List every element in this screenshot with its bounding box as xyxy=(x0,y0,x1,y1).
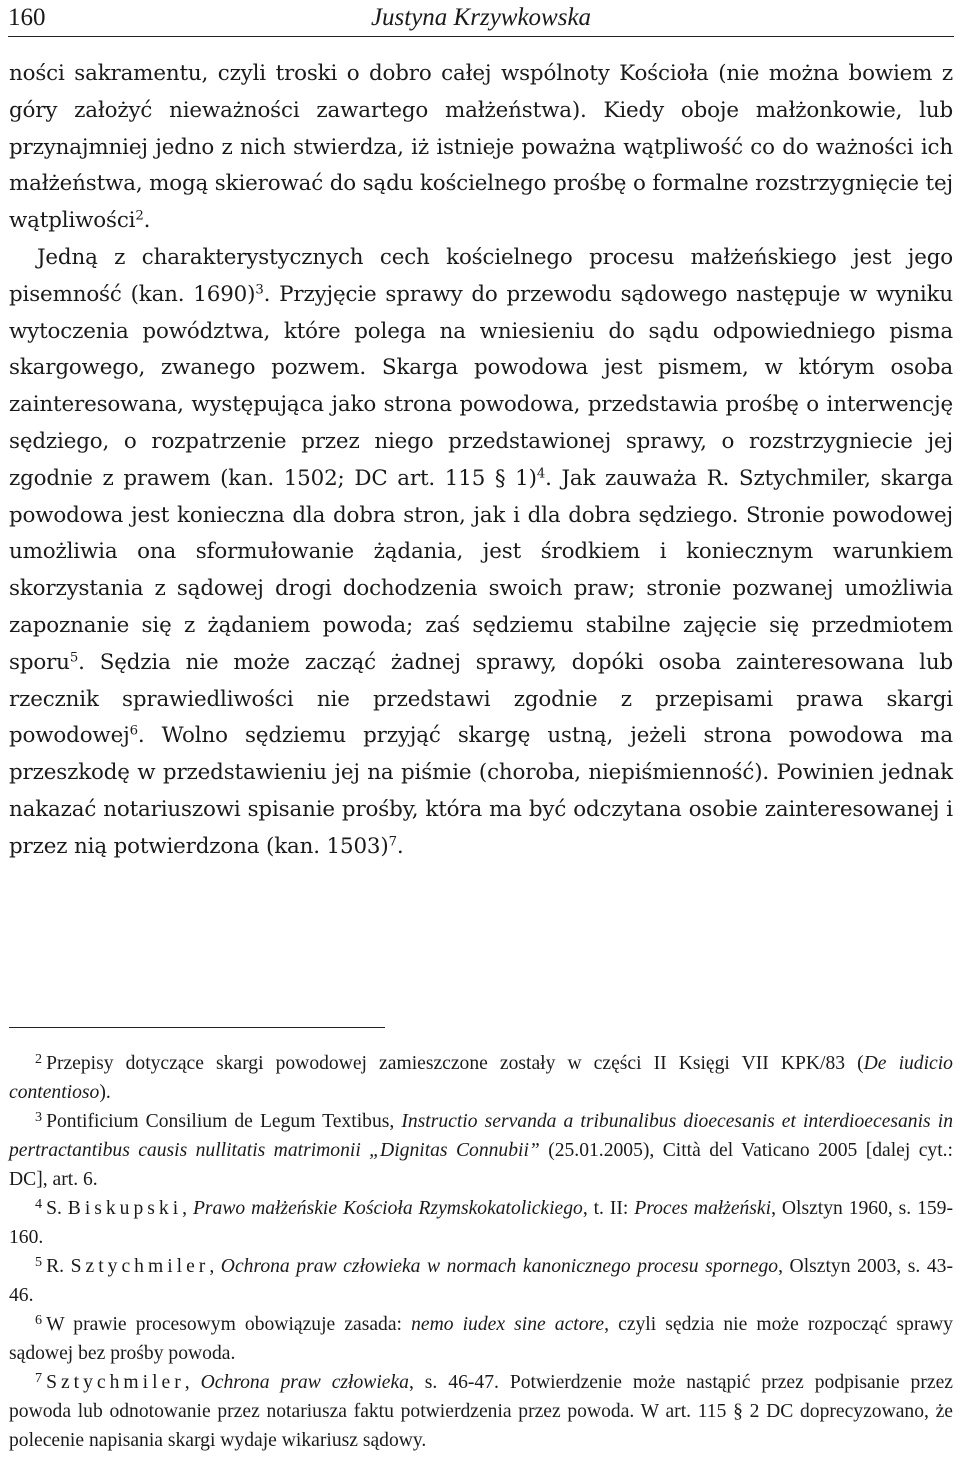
footnote-ref-6[interactable]: 6 xyxy=(129,724,138,740)
footnote-text: R. xyxy=(46,1256,71,1277)
text-run: . Sędzia nie może zacząć żadnej sprawy, dopóki osoba zainteresowana lub rzecznik sprawiedliwości nie przedstawi zgodnie z przepisami prawa skargi powodowej xyxy=(9,649,953,749)
footnote-number: 4 xyxy=(35,1195,43,1212)
footnote-2 xyxy=(9,1049,953,1107)
main-text xyxy=(9,56,953,866)
footnote-author: Biskupski xyxy=(67,1198,183,1219)
footnote-text: , xyxy=(209,1256,221,1277)
footnote-5 xyxy=(9,1252,953,1310)
footnote-text: , Olsztyn 2003, s. 43-46. xyxy=(9,1256,953,1306)
text-run: . xyxy=(396,833,404,859)
footnote-author: Sztychmiler xyxy=(70,1256,210,1277)
footnote-ref-7[interactable]: 7 xyxy=(388,834,397,850)
footnote-number: 3 xyxy=(35,1108,43,1125)
footnote-number: 2 xyxy=(35,1050,43,1067)
footnote-3 xyxy=(9,1107,953,1194)
footnote-author: Sztychmiler xyxy=(46,1372,185,1393)
paragraph-2 xyxy=(9,240,953,866)
footnote-ref-3[interactable]: 3 xyxy=(255,282,264,298)
paragraph-1 xyxy=(9,56,953,240)
footnote-title: Ochrona praw człowieka w normach kanonicznego procesu spornego xyxy=(220,1256,779,1277)
footnote-number: 5 xyxy=(35,1253,43,1270)
footnote-text: , czyli sędzia nie może rozpocząć sprawy sądowej bez prośby powoda. xyxy=(9,1314,953,1364)
footnote-text: ). xyxy=(99,1082,111,1103)
text-run: ności sakramentu, czyli troski o dobro całej wspólnoty Kościoła (nie można bowiem z góry założyć nieważności zawartego małżeństwa). Kiedy oboje małżonkowie, lub przynajmniej jedno z nich stwierdza, iż istnieje poważna wątpliwość co do ważności ich małżeństwa, mogą skierować do sądu kościelnego prośbę o formalne rozstrzygnięcie tej wątpliwości xyxy=(9,61,953,234)
footnote-7 xyxy=(9,1368,953,1455)
footnote-6 xyxy=(9,1310,953,1368)
footnote-title: Instructio servanda a tribunalibus dioecesanis et interdioecesanis in pertractantibus causis nullitatis matrimonii „Dignitas Connubii” xyxy=(9,1111,953,1161)
footnote-text: S. xyxy=(46,1198,68,1219)
footnote-text: W prawie procesowym obowiązuje zasada: xyxy=(46,1314,412,1335)
footnote-text: , s. 46-47. Potwierdzenie może nastąpić przez podpisanie przez powoda lub odnotowanie przez notariusza faktu potwierdzenia przez powoda. W art. 115 § 2 DC doprecyzowano, że polecenie napisania skargi wydaje wikariusz sądowy. xyxy=(9,1372,953,1451)
text-run: . Jak zauważa R. Sztychmiler, skarga powodowa jest konieczna dla dobra stron, jak i dla dobra sędziego. Stronie powodowej umożliwia ona sformułowanie żądania, jest środkiem i koniecznym warunkiem skorzystania z sądowej drogi dochodzenia swoich praw; stronie pozwanej umożliwia zapoznanie się z żądaniem powoda; zaś sędziemu stabilne zajęcie się przedmiotem sporu xyxy=(9,465,953,675)
footnote-text: , xyxy=(182,1198,193,1219)
footnote-4 xyxy=(9,1194,953,1252)
footnote-number: 6 xyxy=(35,1311,43,1328)
footnote-text: Pontificium Consilium de Legum Textibus, xyxy=(46,1111,402,1132)
text-run: Jedną z charakterystycznych cech kościelnego procesu małżeńskiego jest jego pisemność (kan. 1690) xyxy=(9,244,953,307)
footnote-title: Proces małżeński xyxy=(634,1198,772,1219)
footnote-separator xyxy=(9,1027,385,1028)
page-header xyxy=(8,2,954,37)
footnote-text: (25.01.2005), Città del Vaticano 2005 [dalej cyt.: DC], art. 6. xyxy=(9,1140,953,1190)
text-run: . Przyjęcie sprawy do przewodu sądowego następuje w wyniku wytoczenia powództwa, które polega na wniesieniu do sądu odpowiedniego pisma skargowego, zwanego pozwem. Skarga powodowa jest pismem, w którym osoba zainteresowana, występująca jako strona powodowa, przedstawia prośbę o interwencję sędziego, o rozpatrzenie przez niego przedstawionej sprawy, o rozstrzygniecie jej zgodnie z prawem (kan. 1502; DC art. 115 § 1) xyxy=(9,281,954,491)
footnote-text: , xyxy=(184,1372,201,1393)
footnote-ref-2[interactable]: 2 xyxy=(135,208,144,224)
text-run: . xyxy=(143,208,151,234)
page-number: 160 xyxy=(8,4,46,31)
text-run: . Wolno sędziemu przyjąć skargę ustną, jeżeli strona powodowa ma przeszkodę w przedstawieniu jej na piśmie (choroba, niepiśmienność). Powinien jednak nakazać notariuszowi spisanie prośby, która ma być odczytana osobie zainteresowanej i przez nią potwierdzona (kan. 1503) xyxy=(9,723,953,859)
footnote-title: Ochrona praw człowieka xyxy=(200,1372,409,1393)
footnote-text: Przepisy dotyczące skargi powodowej zamieszczone zostały w części II Księgi VII KPK/83 ( xyxy=(46,1053,864,1074)
footnote-title: Prawo małżeńskie Kościoła Rzymskokatolickiego xyxy=(192,1198,583,1219)
footnotes xyxy=(9,1049,953,1455)
footnote-number: 7 xyxy=(35,1369,43,1386)
footnote-title: De iudicio contentioso xyxy=(9,1053,953,1103)
footnote-ref-5[interactable]: 5 xyxy=(69,650,79,666)
footnote-text: , t. II: xyxy=(582,1198,635,1219)
footnote-ref-4[interactable]: 4 xyxy=(536,466,546,482)
running-head-author: Justyna Krzywkowska xyxy=(370,4,592,31)
footnote-text: , Olsztyn 1960, s. 159-160. xyxy=(9,1198,954,1248)
footnote-title: nemo iudex sine actore xyxy=(411,1314,605,1335)
